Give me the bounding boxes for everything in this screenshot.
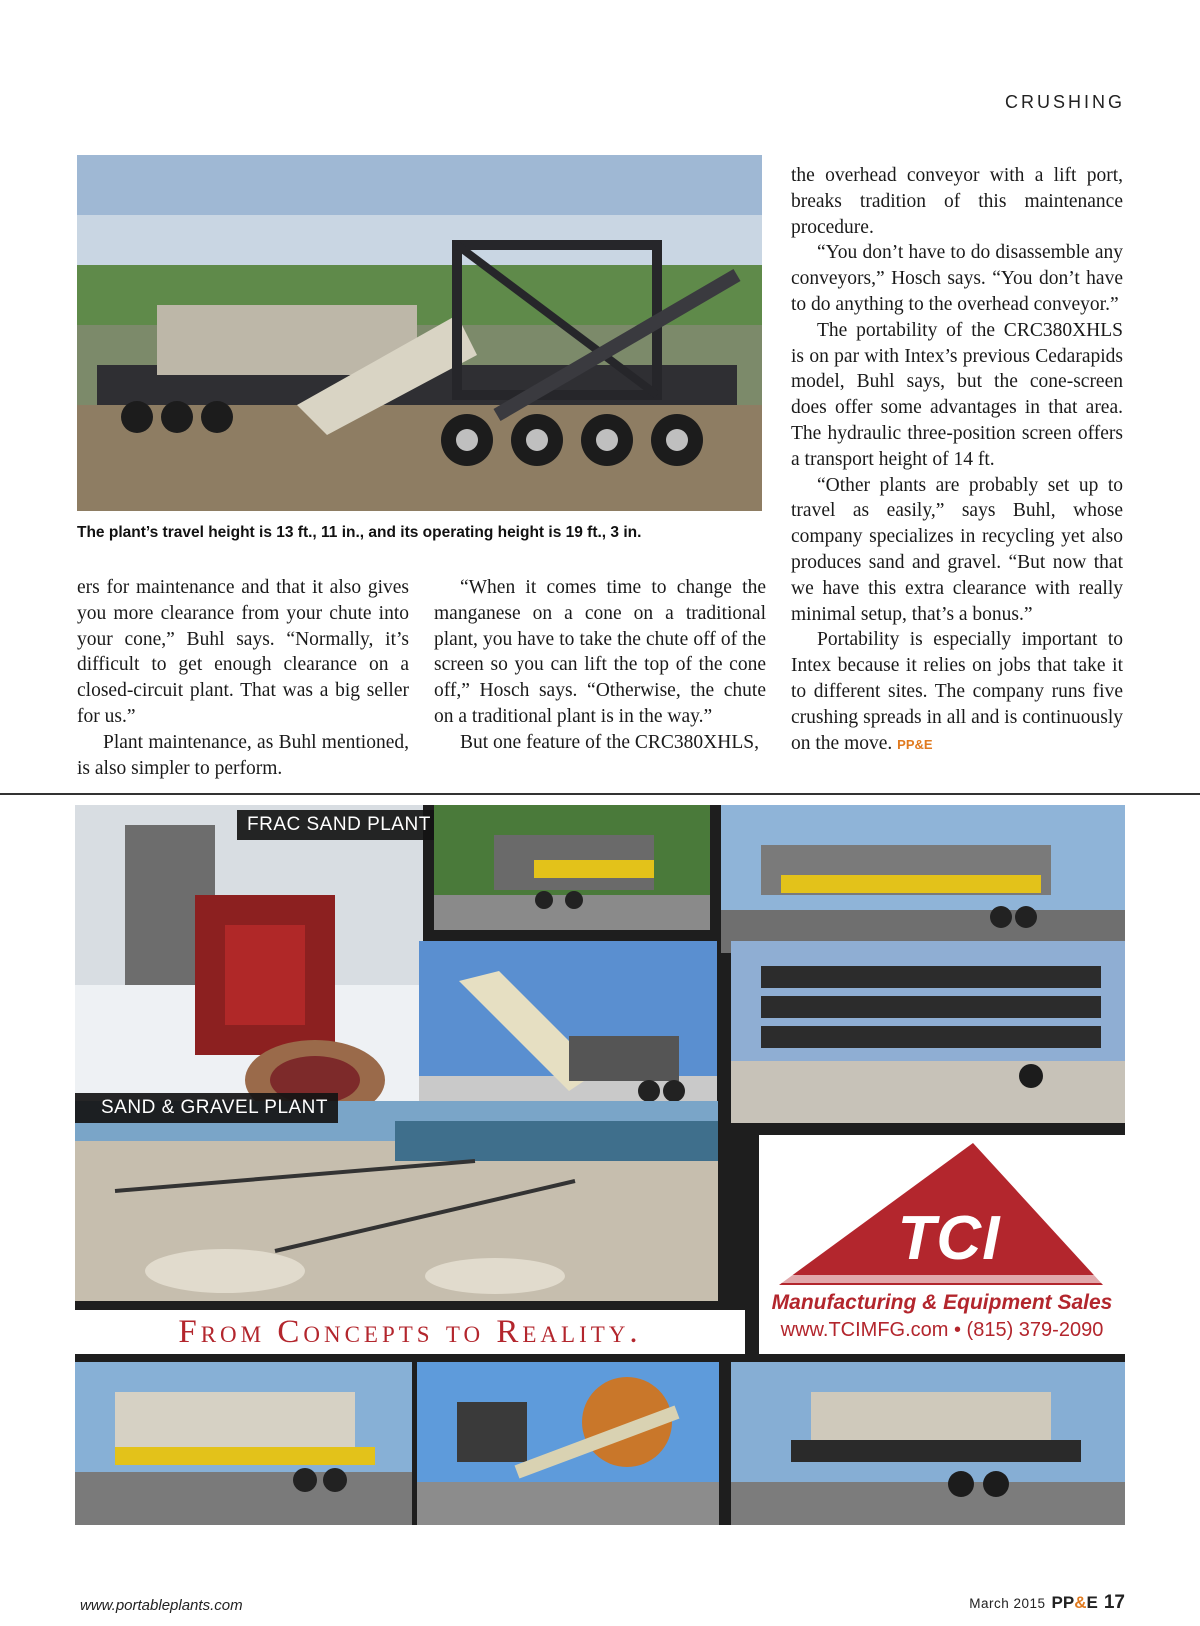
photo-caption: The plant’s travel height is 13 ft., 11 in., and its operating height is 19 ft., 3 in. xyxy=(77,524,642,541)
tci-advertisement xyxy=(75,805,1125,1525)
paragraph: “You don’t have to do disassemble any conveyors,” Hosch says. “You don’t have to do anything to the overhead conveyor.” xyxy=(791,242,1123,315)
article-column-3 xyxy=(791,163,1123,757)
paragraph: “Other plants are probably set up to travel as easily,” says Buhl, whose company specializes in recycling yet also produces sand and gravel. “But now that we have this extra clearance with really minimal setup, that’s a bonus.” xyxy=(791,474,1123,625)
paragraph: The portability of the CRC380XHLS is on par with Intex’s previous Cedarapids model, Buhl says, but the cone-screen does offer some advantages in that area. The hydraulic three-position screen offers a transport height of 14 ft. xyxy=(791,319,1123,470)
crusher-plant-photo xyxy=(77,155,762,511)
ad-slogan: From Concepts to Reality. xyxy=(75,1310,745,1354)
paragraph: Portability is especially important to Intex because it relies on jobs that take it to different sites. The company runs five crushing spreads in all and is continuously on the move. xyxy=(791,629,1123,754)
footer-url: www.portableplants.com xyxy=(80,1597,243,1614)
frac-sand-label: FRAC SAND PLANT xyxy=(237,810,441,840)
tci-logo-text: TCI xyxy=(897,1204,1001,1273)
issue-date: March 2015 xyxy=(969,1596,1046,1611)
screen-conveyor-photo xyxy=(417,1362,719,1525)
frac-sand-plant-photo xyxy=(75,805,423,1125)
conveyor-stack-photo xyxy=(731,941,1125,1123)
tci-contact: www.TCIMFG.com • (815) 379-2090 xyxy=(780,1319,1104,1341)
screen-plant-photo xyxy=(434,805,710,930)
footer-folio xyxy=(969,1592,1125,1614)
paragraph: But one feature of the CRC380XHLS, xyxy=(460,731,759,753)
cone-plant-photo xyxy=(419,941,717,1123)
paragraph: Plant maintenance, as Buhl mentioned, is also simpler to perform. xyxy=(77,731,409,779)
triple-screen-photo xyxy=(721,805,1125,953)
magazine-brand: PP&E xyxy=(1051,1593,1098,1612)
sand-gravel-label: SAND & GRAVEL PLANT xyxy=(75,1093,338,1123)
sand-gravel-plant-photo xyxy=(75,1101,718,1301)
portable-crusher-photo xyxy=(75,1362,412,1525)
yellow-rail-plant-photo xyxy=(731,1362,1125,1525)
paragraph: “When it comes time to change the manganese on a cone on a traditional plant, you have to take the chute off of the screen so you can lift the top of the cone off,” Hosch says. “Otherwise, the chute on a traditional plant is in the way.” xyxy=(434,577,766,727)
section-label: CRUSHING xyxy=(1004,92,1125,112)
paragraph: the overhead conveyor with a lift port, breaks tradition of this maintenance procedure. xyxy=(791,165,1123,238)
section-divider xyxy=(0,793,1200,795)
page-number: 17 xyxy=(1103,1592,1125,1613)
paragraph: ers for maintenance and that it also gives you more clearance from your chute into your cone,” Buhl says. “Normally, it’s difficult to get enough clearance on a closed-circuit plant. That was a big seller for us.” xyxy=(77,577,409,727)
end-mark: PP&E xyxy=(897,736,933,752)
tci-logo-panel xyxy=(759,1135,1125,1354)
article-column-2 xyxy=(434,575,766,756)
tci-tagline: Manufacturing & Equipment Sales xyxy=(771,1291,1113,1314)
article-column-1 xyxy=(77,575,409,781)
